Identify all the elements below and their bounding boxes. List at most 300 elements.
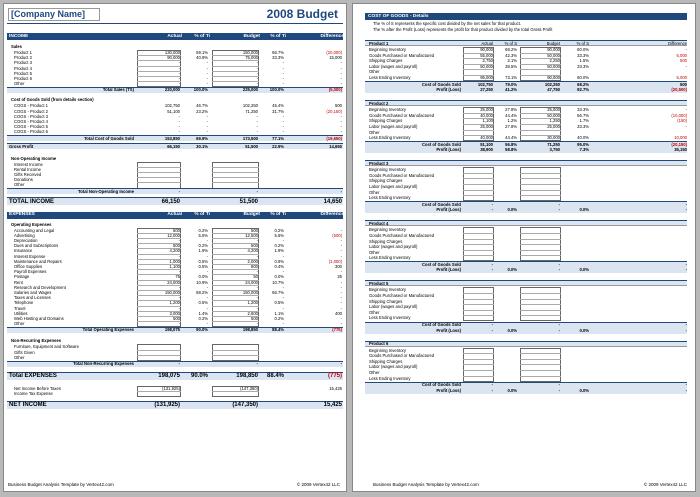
budget-cell[interactable]: 500: [251, 316, 258, 321]
grid-line: [463, 178, 494, 179]
total-cell: 30.1%: [196, 143, 208, 149]
total-cell: -: [340, 188, 342, 194]
grid-line: [520, 370, 561, 371]
cogs-details-header: [365, 13, 687, 20]
actual-cell[interactable]: 55,000: [480, 52, 493, 58]
grid-line: [463, 69, 494, 70]
total-cell: 77.1%: [272, 135, 284, 141]
profit-cell: 0.0%: [507, 327, 517, 333]
section-header: [7, 33, 343, 40]
total-cell: -: [256, 188, 258, 194]
pct-cell: 33.3%: [577, 52, 589, 58]
pct-cell: -: [206, 238, 208, 243]
cogs-label: Cost of Goods Sold: [421, 322, 461, 327]
product-name: Product 3: [369, 160, 389, 166]
column-header: Difference: [320, 33, 344, 39]
profit-label: Profit (Loss): [436, 87, 461, 93]
budget-cell[interactable]: 75,000: [245, 55, 258, 61]
budget-cell[interactable]: 12,500: [245, 232, 258, 238]
budget-cell[interactable]: (147,350): [240, 386, 258, 391]
row-label: Labor (wages and payroll): [369, 244, 418, 250]
cogs-cell: -: [685, 261, 687, 267]
actual-cell[interactable]: 130,000: [164, 50, 180, 55]
input-grid[interactable]: [212, 344, 259, 361]
pct-cell: -: [206, 113, 208, 119]
pct-cell: -: [282, 321, 284, 327]
row-label: Less Ending Inventory: [369, 375, 411, 381]
actual-cell[interactable]: 4,200: [169, 248, 180, 254]
column-header: Actual: [167, 212, 182, 218]
total-cell: -: [340, 361, 342, 366]
grid-line: [137, 182, 181, 183]
row-label: Goods Purchased or Manufactured: [369, 112, 435, 118]
budget-cell[interactable]: 50,000: [547, 52, 560, 58]
actual-cell[interactable]: 500: [173, 316, 180, 321]
profit-cell: -: [491, 267, 493, 273]
product-header: [365, 280, 687, 286]
total-cell: 14,650: [323, 198, 342, 205]
pct-cell: 0.2%: [274, 243, 284, 249]
difference-cell: -: [340, 227, 342, 233]
row-label: Payroll Expenses: [14, 269, 47, 275]
budget-cell[interactable]: 2,000: [247, 258, 258, 264]
actual-cell[interactable]: 3,000: [169, 310, 180, 316]
row-label: Other: [369, 369, 380, 375]
budget-cell[interactable]: -: [256, 81, 258, 87]
grid-line: [212, 172, 259, 173]
row-label: Other: [14, 354, 25, 360]
pct-cell: -: [282, 129, 284, 135]
pct-cell: 31.7%: [272, 108, 284, 114]
grid-line: [463, 239, 494, 240]
row-label: Other: [14, 182, 25, 188]
actual-cell[interactable]: 40,000: [480, 135, 493, 141]
pct-cell: -: [282, 60, 284, 66]
actual-cell[interactable]: -: [178, 76, 180, 81]
difference-cell: (500): [332, 232, 342, 238]
profit-cell: -: [685, 387, 687, 393]
actual-cell[interactable]: -: [178, 269, 180, 275]
row-label: Beginning Inventory: [369, 287, 407, 293]
profit-cell: 0.0%: [579, 327, 589, 333]
profit-cell: 0.0%: [507, 267, 517, 273]
grid-line: [520, 184, 561, 185]
profit-cell: 0.0%: [507, 387, 517, 393]
row-label: Net Income Before Taxes: [14, 386, 61, 391]
row-label: Beginning Inventory: [369, 167, 407, 173]
actual-cell[interactable]: 1,100: [169, 264, 180, 269]
row-label: Other: [369, 129, 380, 135]
row-label: Depreciation: [14, 238, 38, 243]
difference-cell: -: [340, 238, 342, 243]
grid-line: [520, 195, 561, 196]
actual-cell[interactable]: 90,000: [167, 55, 180, 61]
budget-cell[interactable]: 50,000: [547, 112, 560, 118]
grid-line: [520, 315, 561, 316]
pct-cell: -: [282, 70, 284, 76]
grid-line: [520, 178, 561, 179]
total-cell: 51,500: [245, 143, 258, 149]
profit-label: Profit (Loss): [436, 267, 461, 273]
grid-line: [520, 304, 561, 305]
total-cell: (19,650): [326, 135, 342, 141]
pct-cell: 69.2%: [505, 47, 517, 52]
row-label: COGS - Product 5: [14, 124, 48, 130]
pct-cell: 0.2%: [198, 243, 208, 249]
actual-cell[interactable]: 2,750: [482, 58, 493, 64]
footer-right: © 2009 Vertex42 LLC: [643, 482, 687, 487]
budget-cell[interactable]: -: [256, 70, 258, 76]
pct-cell: -: [282, 119, 284, 124]
total-cell: 14,650: [329, 143, 342, 149]
budget-cell[interactable]: 500: [251, 243, 258, 249]
note-2: The % after the Profit (Loss) represents the profit for that product divided by the total Gross Profit: [373, 27, 553, 32]
budget-cell[interactable]: -: [256, 253, 258, 259]
actual-cell: -: [178, 129, 180, 135]
actual-cell: -: [178, 113, 180, 119]
input-grid[interactable]: [212, 162, 259, 189]
cogs-cell: 500: [680, 81, 687, 87]
actual-cell[interactable]: 40,000: [480, 112, 493, 118]
budget-cell[interactable]: 25,000: [547, 123, 560, 129]
pct-cell: 1.2%: [507, 118, 517, 124]
actual-cell[interactable]: 90,000: [480, 47, 493, 52]
footer-right: © 2009 Vertex42 LLC: [296, 482, 340, 487]
difference-cell: -: [340, 113, 342, 119]
grid-line: [520, 299, 561, 300]
difference-cell: -: [340, 81, 342, 87]
cogs-cell: 71,250: [547, 141, 560, 147]
actual-cell[interactable]: -: [178, 238, 180, 243]
operating-expenses-label: Operating Expenses: [11, 221, 52, 227]
grid-line: [520, 173, 561, 174]
profit-label: Profit (Loss): [436, 387, 461, 393]
actual-cell[interactable]: -: [178, 60, 180, 66]
grid-line: [463, 130, 494, 131]
row-label: Insurance: [14, 248, 33, 254]
row-label: Labor (wages and payroll): [369, 63, 418, 69]
actual-cell[interactable]: -: [178, 295, 180, 301]
row-label: Goods Purchased or Manufactured: [369, 232, 435, 238]
grid-line: [463, 184, 494, 185]
difference-cell: -: [685, 107, 687, 113]
pct-cell: 66.7%: [272, 290, 284, 295]
pct-cell: -: [206, 60, 208, 66]
row-label: Product 3: [14, 60, 32, 66]
grid-line: [463, 233, 494, 234]
budget-cell[interactable]: 24,000: [245, 279, 258, 285]
row-label: Product 2: [14, 55, 32, 61]
budget-cell[interactable]: 30,000: [547, 135, 560, 141]
actual-cell[interactable]: 12,000: [167, 232, 180, 238]
total-cell: -: [256, 361, 258, 366]
budget-cell[interactable]: -: [256, 65, 258, 71]
cogs-cell: -: [685, 322, 687, 327]
column-header: % of S: [504, 40, 517, 46]
profit-cell: -: [685, 327, 687, 333]
pct-cell: 42.3%: [505, 52, 517, 58]
pct-cell: 0.2%: [198, 316, 208, 321]
column-header: % of Ti: [270, 33, 286, 39]
total-cell: 153,850: [164, 135, 180, 141]
pct-cell: 60.0%: [577, 75, 589, 80]
total-cell: 198,850: [242, 327, 258, 333]
column-header: % of Ti: [270, 212, 286, 218]
budget-cell[interactable]: -: [256, 269, 258, 275]
row-label: COGS - Product 6: [14, 129, 48, 135]
row-label: Goods Purchased or Manufactured: [369, 52, 435, 58]
budget-cell[interactable]: -: [256, 76, 258, 81]
row-label: Labor (wages and payroll): [369, 304, 418, 310]
actual-cell[interactable]: 1,200: [169, 300, 180, 306]
row-label: COGS - Product 1: [14, 103, 48, 109]
cogs-cell: -: [558, 382, 560, 388]
total-label: TOTAL INCOME: [9, 198, 54, 205]
pct-cell: 23.2%: [196, 108, 208, 114]
row-label: Other: [369, 309, 380, 315]
total-cell: 198,075: [158, 373, 180, 379]
row-label: Shipping Charges: [369, 178, 403, 184]
grid-line: [463, 310, 494, 311]
pct-cell: -: [282, 113, 284, 119]
actual-cell[interactable]: 500: [173, 243, 180, 249]
column-header: Difference: [320, 212, 344, 218]
budget-cell[interactable]: 150,000: [242, 290, 258, 295]
actual-cell[interactable]: -: [178, 253, 180, 259]
actual-cell[interactable]: -: [178, 305, 180, 311]
cogs-label: Cost of Goods Sold: [421, 382, 461, 388]
row-label: Product 4: [14, 65, 32, 71]
actual-cell: -: [178, 124, 180, 130]
pct-cell: 0.5%: [274, 300, 284, 306]
budget-cell[interactable]: 50: [253, 274, 258, 280]
grid-line: [520, 310, 561, 311]
total-cell: 51,500: [239, 198, 258, 205]
budget-cell: -: [256, 124, 258, 130]
profit-label: Profit (Loss): [436, 327, 461, 333]
profit-cell: -: [685, 267, 687, 273]
budget-cell[interactable]: -: [256, 295, 258, 301]
column-header: Budget: [243, 212, 260, 218]
budget-cell[interactable]: -: [256, 305, 258, 311]
grid-line: [137, 177, 181, 178]
actual-cell[interactable]: -: [178, 284, 180, 290]
budget-cell[interactable]: 800: [251, 264, 258, 269]
profit-cell: 92.7%: [577, 87, 589, 93]
budget-cell[interactable]: 4,200: [247, 248, 258, 254]
row-label: Product 6: [14, 76, 32, 81]
row-label: Donations: [14, 177, 33, 183]
total-cell: 66,150: [161, 198, 180, 205]
total-cell: (775): [327, 373, 342, 379]
input-grid[interactable]: [137, 344, 181, 361]
difference-cell: 10,000: [674, 135, 687, 141]
cogs-cell: -: [558, 201, 560, 207]
budget-cell[interactable]: 90,000: [547, 75, 560, 80]
grid-line: [463, 353, 494, 354]
difference-cell: -: [340, 295, 342, 301]
pct-cell: -: [206, 295, 208, 301]
budget-cell[interactable]: 2,600: [247, 310, 258, 316]
pct-cell: 5.5%: [198, 232, 208, 238]
difference-cell: -: [340, 316, 342, 321]
pct-cell: 33.3%: [577, 107, 589, 113]
cogs-cell: -: [558, 261, 560, 267]
grid-line: [463, 299, 494, 300]
pct-cell: -: [282, 81, 284, 87]
budget-cell[interactable]: -: [256, 60, 258, 66]
cogs-cell: (20,150): [671, 141, 687, 147]
total-cell: 173,500: [242, 135, 258, 141]
pct-cell: 1.1%: [274, 310, 284, 316]
column-header: EXPENSES: [9, 212, 35, 218]
total-label: Gross Profit: [9, 143, 34, 149]
grid-line: [212, 391, 259, 392]
actual-cell[interactable]: 1,100: [482, 118, 493, 124]
grid-line: [212, 350, 259, 351]
company-name-field[interactable]: [Company Name]: [8, 8, 100, 21]
actual-cell[interactable]: (131,925): [162, 386, 180, 391]
budget-cell[interactable]: 1,200: [247, 300, 258, 306]
row-label: Postage: [14, 274, 30, 280]
total-cell: (147,350): [232, 402, 258, 409]
actual-cell[interactable]: 500: [173, 227, 180, 233]
row-label: Product 5: [14, 70, 32, 76]
cogs-cell: -: [558, 322, 560, 327]
budget-cell[interactable]: 500: [251, 227, 258, 233]
pct-cell: -: [282, 253, 284, 259]
pct-cell: 27.8%: [505, 123, 517, 129]
grid-line: [137, 355, 181, 356]
actual-cell[interactable]: -: [178, 70, 180, 76]
grid-line: [212, 182, 259, 183]
budget-cell[interactable]: 25,000: [547, 107, 560, 113]
grid-line: [463, 315, 494, 316]
row-label: Labor (wages and payroll): [369, 364, 418, 370]
pct-cell: -: [206, 129, 208, 135]
cogs-cell: -: [491, 261, 493, 267]
pct-cell: -: [206, 81, 208, 87]
sales-label: Sales: [11, 44, 22, 49]
budget-cell[interactable]: -: [256, 321, 258, 327]
pct-cell: -: [206, 70, 208, 76]
difference-cell: -: [685, 123, 687, 129]
row-label: Travel: [14, 305, 26, 311]
actual-cell[interactable]: -: [178, 65, 180, 71]
pct-cell: -: [206, 119, 208, 124]
actual-cell[interactable]: 95,000: [480, 75, 493, 80]
row-label: Labor (wages and payroll): [369, 123, 418, 129]
pct-cell: 1.9%: [274, 248, 284, 254]
actual-cell: 102,750: [164, 103, 180, 109]
pct-cell: 10.7%: [272, 279, 284, 285]
row-label: Goods Purchased or Manufactured: [369, 172, 435, 178]
difference-cell: 5,000: [676, 52, 687, 58]
actual-cell[interactable]: 24,000: [167, 279, 180, 285]
budget-cell: -: [256, 113, 258, 119]
pct-cell: 0.0%: [198, 274, 208, 280]
budget-cell[interactable]: 1,250: [549, 118, 560, 124]
difference-cell: (150): [677, 118, 687, 124]
total-cell: (775): [332, 327, 342, 333]
pct-cell: 1.5%: [579, 58, 589, 64]
cogs-label: Cost of Goods Sold: [421, 141, 461, 147]
total-cell: 22.9%: [272, 143, 284, 149]
input-grid[interactable]: [137, 162, 181, 189]
profit-cell: -: [558, 387, 560, 393]
budget-cell[interactable]: 50,000: [547, 63, 560, 69]
total-label: Total Cost of Goods Sold: [84, 135, 134, 141]
footer-left: Business Budget Analysis Template by Vertex42.com: [373, 482, 479, 487]
budget-cell: -: [256, 119, 258, 124]
cogs-details-title: COST OF GOODS - Details: [368, 13, 429, 19]
budget-cell[interactable]: -: [256, 238, 258, 243]
budget-cell[interactable]: 90,000: [547, 47, 560, 52]
pct-cell: -: [206, 269, 208, 275]
profit-cell: 0.0%: [579, 267, 589, 273]
grid-line: [520, 250, 561, 251]
row-label: Shipping Charges: [369, 358, 403, 364]
actual-cell[interactable]: 25,000: [480, 107, 493, 113]
row-label: Shipping Charges: [369, 238, 403, 244]
actual-cell[interactable]: 150,000: [164, 290, 180, 295]
cogs-cell: 51,100: [480, 141, 493, 147]
actual-cell[interactable]: 25,000: [480, 123, 493, 129]
row-label: Less Ending Inventory: [369, 315, 411, 321]
total-cell: 100.0%: [193, 87, 208, 93]
actual-cell[interactable]: -: [178, 321, 180, 327]
row-label: Shipping Charges: [369, 58, 403, 64]
actual-cell[interactable]: 75: [175, 274, 180, 280]
profit-cell: 3,750: [549, 147, 560, 153]
budget-cell[interactable]: 2,250: [549, 58, 560, 64]
total-label: Total EXPENSES: [9, 373, 57, 379]
footer-left: Business Budget Analysis Template by Vertex42.com: [8, 482, 114, 487]
row-label: Rental Income: [14, 166, 41, 172]
difference-cell: 400: [335, 310, 342, 316]
row-label: Interest Income: [14, 161, 43, 167]
actual-cell[interactable]: -: [178, 81, 180, 87]
row-label: Other: [369, 249, 380, 255]
cogs-cell: 79.0%: [505, 81, 517, 87]
cogs-cell: 56.8%: [505, 141, 517, 147]
total-cell: 198,850: [236, 373, 258, 379]
difference-cell: 15,000: [329, 55, 342, 61]
total-cell: -: [178, 188, 180, 194]
budget-cell[interactable]: 150,000: [242, 50, 258, 55]
grid-line: [520, 233, 561, 234]
total-cell: 90.0%: [196, 327, 208, 333]
row-label: Other: [369, 69, 380, 75]
budget-cell[interactable]: -: [256, 284, 258, 290]
row-label: Less Ending Inventory: [369, 195, 411, 201]
actual-cell[interactable]: 1,000: [169, 258, 180, 264]
pct-cell: -: [282, 284, 284, 290]
grid-line: [463, 255, 494, 256]
grid-line: [463, 250, 494, 251]
actual-cell[interactable]: 50,000: [480, 63, 493, 69]
pct-cell: 33.3%: [577, 123, 589, 129]
profit-cell: -: [491, 327, 493, 333]
total-cell: 90.0%: [190, 373, 208, 379]
profit-cell: -: [558, 267, 560, 273]
column-header: Budget: [243, 33, 260, 39]
row-label: Shipping Charges: [369, 118, 403, 124]
pct-cell: -: [282, 305, 284, 311]
pct-cell: -: [282, 124, 284, 130]
title-rule: [7, 23, 343, 24]
total-cell: 15,425: [323, 402, 342, 409]
